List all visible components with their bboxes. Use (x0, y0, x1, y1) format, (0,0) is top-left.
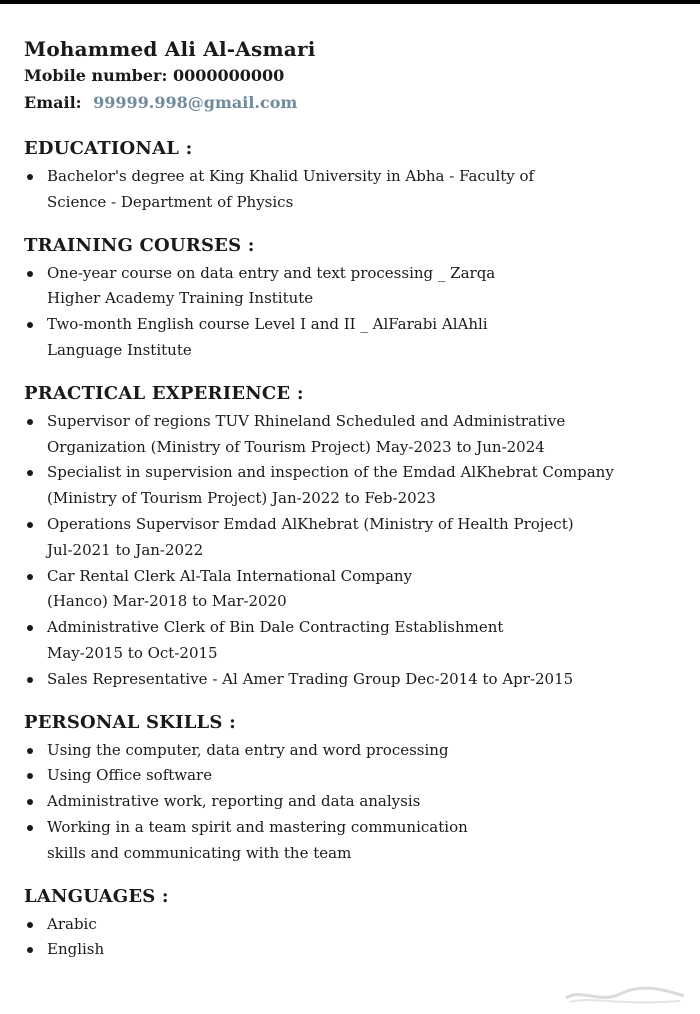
section-title-skills: PERSONAL SKILLS : (24, 711, 236, 733)
list-item-line: Organization (Ministry of Tourism Project) May-2023 to Jun-2024 (47, 437, 545, 456)
list-item-line: (Hanco) Mar-2018 to Mar-2020 (47, 592, 287, 611)
applicant-name: Mohammed Ali Al-Asmari (24, 37, 316, 61)
bullet-icon (27, 470, 33, 476)
resume-document (24, 36, 684, 963)
section-title-languages: LANGUAGES : (24, 885, 169, 907)
bullet-icon (27, 825, 33, 831)
bullet-icon (27, 522, 33, 528)
list-item (24, 564, 684, 616)
list-item-line: Using the computer, data entry and word processing (47, 740, 449, 759)
list-item-line: Administrative Clerk of Bin Dale Contracting Establishment (47, 618, 504, 637)
list-item (24, 164, 684, 216)
email-value[interactable]: 99999.998@gmail.com (93, 93, 298, 112)
bullet-icon (27, 419, 33, 425)
section-skills (24, 710, 684, 867)
list-item-line: Car Rental Clerk Al-Tala International Company (47, 566, 413, 585)
list-item-line: Sales Representative - Al Amer Trading Group Dec-2014 to Apr-2015 (47, 669, 574, 688)
experience-list (24, 409, 684, 693)
training-list (24, 261, 684, 364)
list-item-line: Language Institute (47, 340, 192, 359)
list-item (24, 460, 684, 512)
list-item-line: Science - Department of Physics (47, 192, 294, 211)
list-item (24, 312, 684, 364)
section-languages (24, 884, 684, 964)
top-border (0, 0, 700, 4)
mobile-line (24, 62, 684, 89)
bullet-icon (27, 677, 33, 683)
list-item (24, 937, 684, 963)
mobile-label: Mobile number: (24, 66, 168, 85)
bullet-icon (27, 271, 33, 277)
list-item-line: Specialist in supervision and inspection of the Emdad AlKhebrat Company (47, 463, 614, 482)
bullet-icon (27, 574, 33, 580)
email-label: Email: (24, 93, 82, 112)
list-item-line: Bachelor's degree at King Khalid University in Abha - Faculty of (47, 167, 535, 185)
section-title-educational: EDUCATIONAL : (24, 138, 193, 159)
bullet-icon (27, 174, 33, 180)
list-item-line: English (47, 940, 105, 959)
list-item-line: Higher Academy Training Institute (47, 289, 314, 308)
watermark-logo (560, 984, 690, 1006)
list-item-line: skills and communicating with the team (47, 843, 352, 862)
bullet-icon (27, 625, 33, 631)
list-item-line: (Ministry of Tourism Project) Jan-2022 to Feb-2023 (47, 489, 436, 508)
bullet-icon (27, 922, 33, 928)
mobile-value: 0000000000 (172, 66, 285, 85)
list-item (24, 667, 684, 693)
list-item-line: Using Office software (47, 766, 213, 785)
skills-list (24, 738, 684, 867)
list-item (24, 763, 684, 789)
list-item (24, 738, 684, 764)
list-item-line: Operations Supervisor Emdad AlKhebrat (Ministry of Health Project) (47, 514, 574, 533)
section-title-training: TRAINING COURSES : (24, 234, 255, 256)
list-item (24, 409, 684, 461)
list-item-line: Arabic (47, 914, 97, 933)
section-educational (24, 136, 684, 216)
educational-list (24, 164, 684, 216)
email-line (24, 89, 684, 116)
list-item-line: Supervisor of regions TUV Rhineland Scheduled and Administrative (47, 411, 566, 430)
bullet-icon (27, 322, 33, 328)
section-training (24, 233, 684, 364)
list-item (24, 615, 684, 667)
list-item (24, 512, 684, 564)
list-item-line: Jul-2021 to Jan-2022 (47, 540, 204, 559)
section-title-experience: PRACTICAL EXPERIENCE : (24, 382, 304, 404)
languages-list (24, 912, 684, 964)
section-experience (24, 381, 684, 693)
list-item (24, 261, 684, 313)
list-item-line: Administrative work, reporting and data analysis (47, 792, 421, 811)
bullet-icon (27, 748, 33, 754)
bullet-icon (27, 947, 33, 953)
list-item-line: Working in a team spirit and mastering communication (47, 817, 468, 836)
list-item (24, 815, 684, 867)
list-item (24, 789, 684, 815)
bullet-icon (27, 773, 33, 779)
list-item-line: One-year course on data entry and text processing _ Zarqa (47, 263, 496, 282)
list-item-line: Two-month English course Level I and II _ AlFarabi AlAhli (47, 315, 488, 334)
list-item (24, 912, 684, 938)
bullet-icon (27, 799, 33, 805)
list-item-line: May-2015 to Oct-2015 (47, 643, 218, 662)
